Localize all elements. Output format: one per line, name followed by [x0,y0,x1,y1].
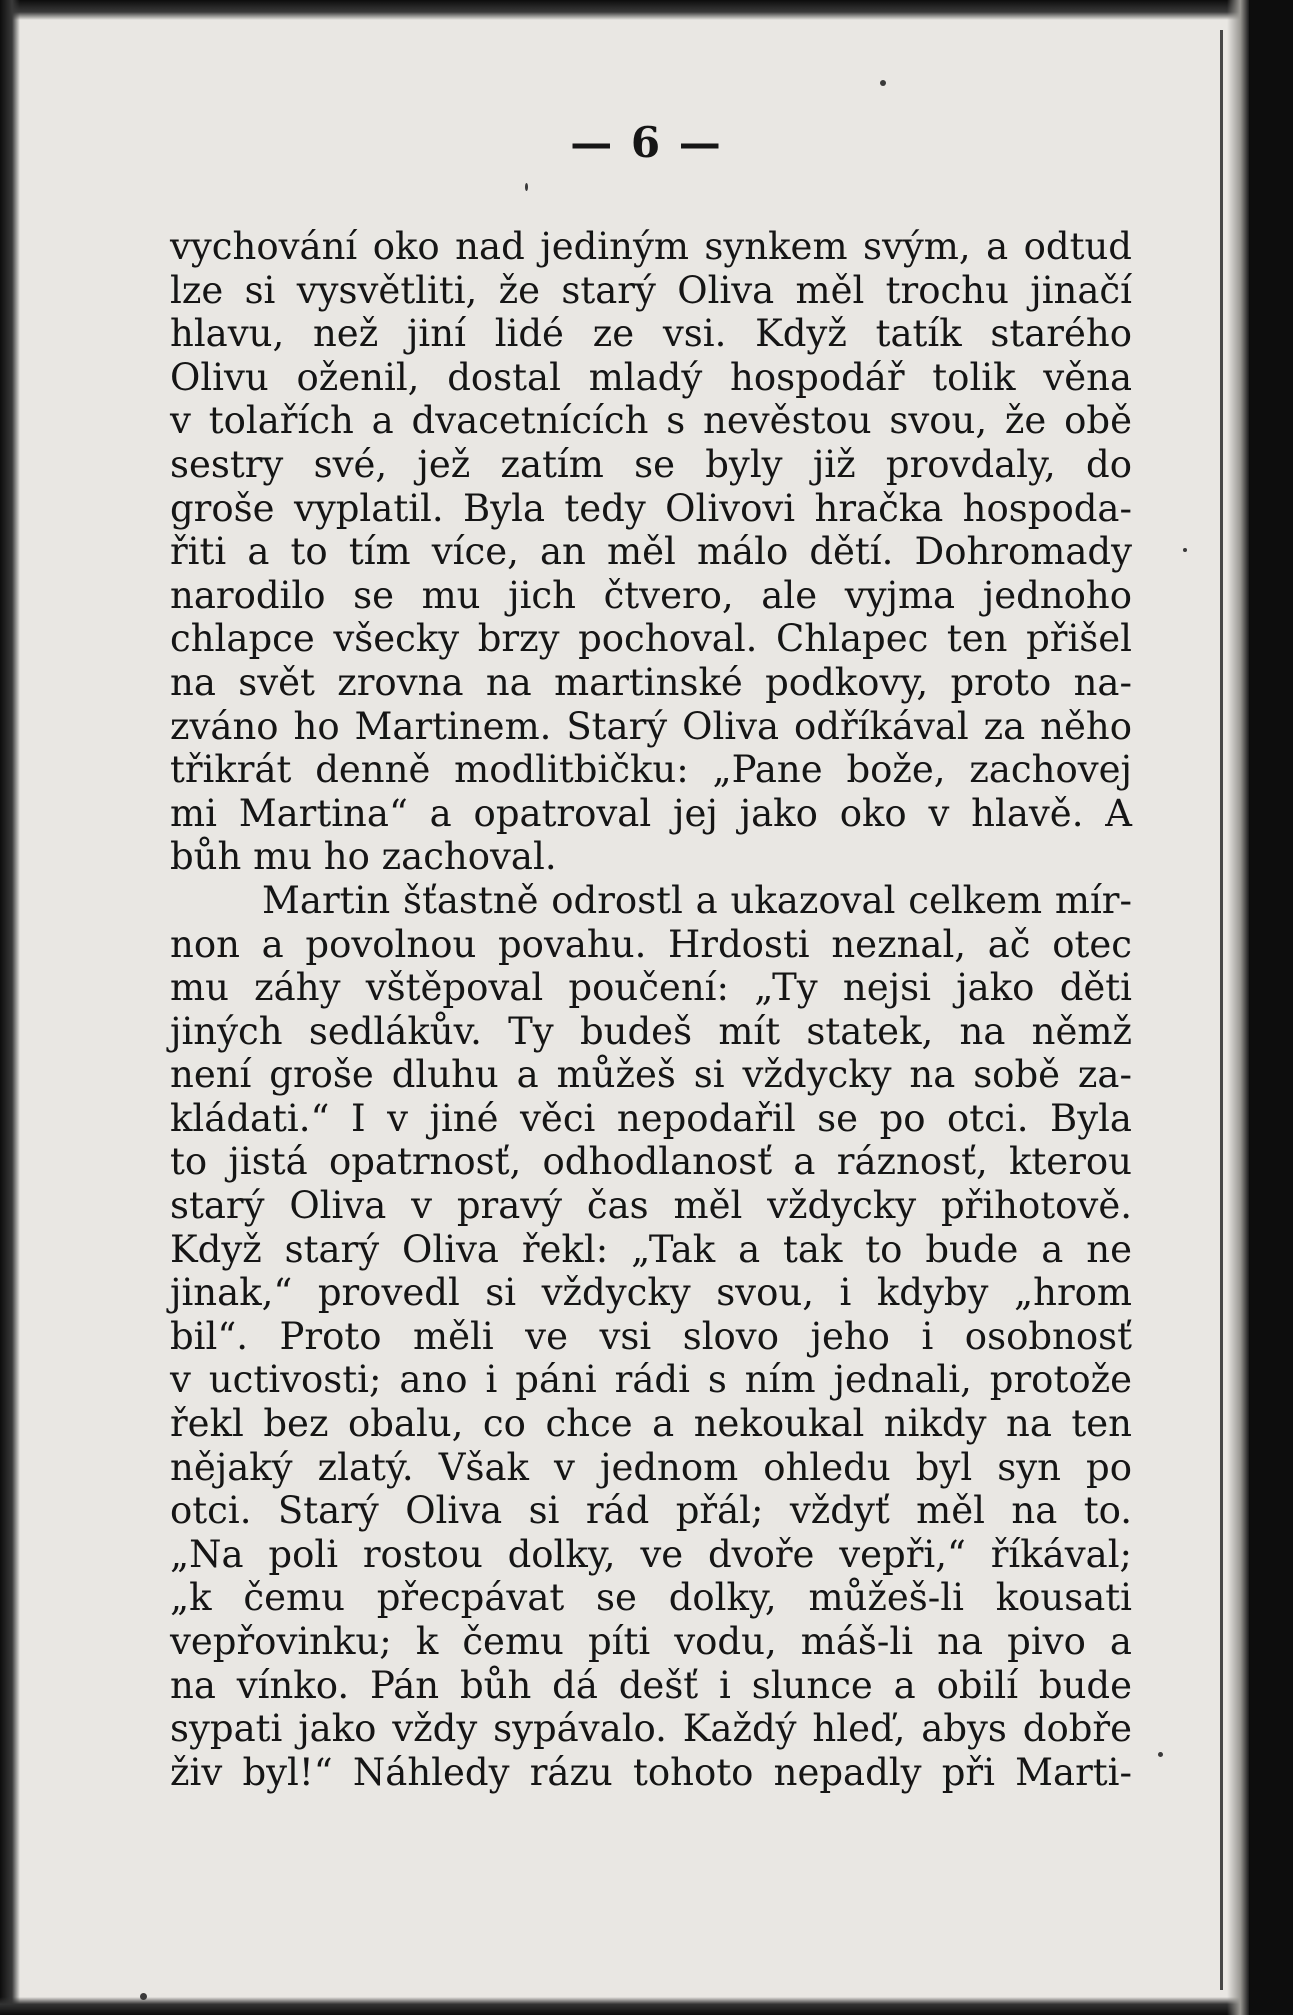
text-line: non a povolnou povahu. Hrdosti neznal, ač otec [170,922,1132,966]
text-line: to jistá opatrnosť, odhodlanosť a ráznosť, kterou [170,1140,1132,1184]
text-line: třikrát denně modlitbičku: „Pane bože, zachovej [170,748,1132,792]
text-line: není groše dluhu a můžeš si vždycky na sobě za- [170,1053,1132,1097]
text-line: živ byl!“ Náhledy rázu tohoto nepadly při Marti- [170,1750,1132,1794]
scan-border-top [0,0,1293,20]
text-line: vepřovinku; k čemu píti vodu, máš-li na pivo a [170,1620,1132,1663]
text-line: lze si vysvětliti, že starý Oliva měl trochu jinačí [170,268,1132,312]
text-line: vychování oko nad jediným synkem svým, a odtud [170,225,1132,268]
text-line: řekl bez obalu, co chce a nekoukal nikdy na ten [170,1402,1132,1446]
text-line: v uctivosti; ano i páni rádi s ním jednali, protože [170,1358,1132,1402]
scan-border-left [0,0,20,2015]
text-line: mi Martina“ a opatroval jej jako oko v hlavě. A [170,791,1132,835]
text-line: narodilo se mu jich čtvero, ale vyjma jednoho [170,573,1132,617]
text-line: v tolařích a dvacetnících s nevěstou svou, že obě [170,399,1132,443]
text-line: sypati jako vždy sypávalo. Každý hleď, abys dobře [170,1707,1132,1751]
text-line: jiných sedlákův. Ty budeš mít statek, na němž [170,1009,1132,1053]
page-number: — 6 — [570,118,723,167]
text-line: zváno ho Martinem. Starý Oliva odříkával za něho [170,704,1132,748]
text-line: na vínko. Pán bůh dá dešť i slunce a obilí bude [170,1663,1132,1707]
binding-line [1220,30,1223,1990]
text-line: „k čemu přecpávat se dolky, můžeš-li kousati [170,1576,1132,1620]
scan-speck [1183,548,1187,552]
scan-speck [525,183,528,191]
text-line: otci. Starý Oliva si rád přál; vždyť měl na to. [170,1489,1132,1533]
scan-border-bottom [0,1997,1293,2015]
text-line: bůh mu ho zachoval. [170,835,557,879]
text-line: Když starý Oliva řekl: „Tak a tak to bude a ne [170,1227,1132,1271]
text-line: řiti a to tím více, an měl málo dětí. Dohromady [170,530,1132,574]
text-line: na svět zrovna na martinské podkovy, proto na- [170,660,1132,704]
text-line: starý Oliva v pravý čas měl vždycky přihotově. [170,1184,1132,1228]
scan-speck [140,1993,147,2000]
scan-shadow-right [1227,0,1249,2015]
scan-speck [880,80,886,86]
text-line: Martin šťastně odrostl a ukazoval celkem mír- [262,878,1132,922]
text-line: chlapce všecky brzy pochoval. Chlapec ten přišel [170,617,1132,661]
text-line: hlavu, než jiní lidé ze vsi. Když tatík starého [170,312,1132,356]
text-line: groše vyplatil. Byla tedy Olivovi hračka hospoda- [170,486,1132,530]
text-line: bil“. Proto měli ve vsi slovo jeho i osobnosť [170,1314,1132,1358]
scan-speck [1158,1752,1163,1757]
scan-border-right [1249,0,1293,2015]
text-line: „Na poli rostou dolky, ve dvoře vepři,“ říkával; [170,1532,1132,1576]
text-line: sestry své, jež zatím se byly již provdaly, do [170,442,1132,486]
text-line: nějaký zlatý. Však v jednom ohledu byl syn po [170,1445,1132,1489]
body-text [170,225,1132,1794]
text-line: mu záhy vštěpoval poučení: „Ty nejsi jako děti [170,966,1132,1010]
text-line: jinak,“ provedl si vždycky svou, i kdyby „hrom [170,1271,1132,1315]
text-line: kládati.“ I v jiné věci nepodařil se po otci. Byla [170,1096,1132,1140]
text-line: Olivu oženil, dostal mladý hospodář tolik věna [170,355,1132,399]
